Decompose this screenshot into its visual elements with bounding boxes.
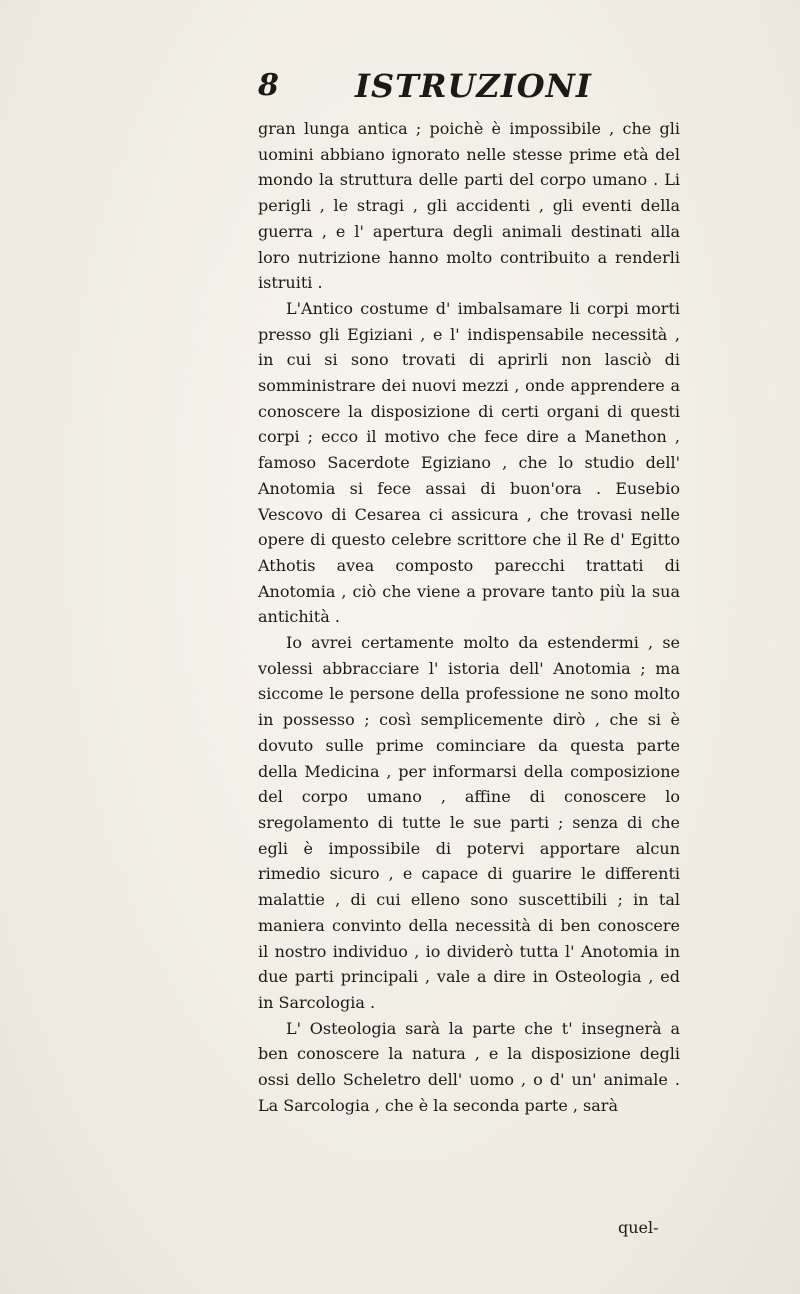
running-head — [0, 66, 800, 106]
paragraph-embalming: L'Antico costume d' imbalsamare li corpi morti presso gli Egiziani , e l' indispensabile necessità , in cui si sono trovati di aprirli non lasciò di somministrare dei nuovi mezzi , onde apprendere a conoscere la disposizione di certi organi di questi corpi ; ecco il motivo che fece dire a Manethon , famoso Sacerdote Egiziano , che lo studio dell' Anotomia si fece assai di buon'ora . Eusebio Vescovo di Cesarea ci assicura , che trovasi nelle opere di questo celebre scrittore che il Re d' Egitto Athotis avea composto parecchi trattati di Anotomia , ciò che viene a provare tanto più la sua antichità . — [258, 298, 680, 627]
running-title: ISTRUZIONI — [355, 67, 592, 105]
paragraph-history: Io avrei certamente molto da estendermi , se volessi abbracciare l' istoria dell' Anotomia ; ma siccome le persone della professione ne sono molto in possesso ; così semplicemente dirò , che si è dovuto sulle prime cominciare da questa parte della Medicina , per informarsi della composizione del corpo umano , affine di conoscere lo sregolamento di tutte le sue parti ; senza di che egli è impossibile di potervi apportare alcun rimedio sicuro , e capace di guarire le differenti malattie , di cui elleno sono suscettibili ; in tal maniera convinto della necessità di ben conoscere il nostro individuo , io dividerò tutta l' Anotomia in due parti principali , vale a dire in Osteologia , ed in Sarcologia . — [258, 633, 680, 1012]
body-text — [258, 116, 680, 1118]
page-number: 8 — [258, 68, 279, 103]
catchword: quel- — [618, 1218, 659, 1237]
paragraph-osteology: L' Osteologia sarà la parte che t' insegnerà a ben conoscere la natura , e la disposizione degli ossi dello Scheletro dell' uomo , o d' un' animale . La Sarcologia , che è la seconda parte , sarà — [258, 1018, 680, 1115]
paragraph-continuation: gran lunga antica ; poichè è impossibile , che gli uomini abbiano ignorato nelle stesse prime età del mondo la struttura delle parti del corpo umano . Li perigli , le stragi , gli accidenti , gli eventi della guerra , e l' apertura degli animali destinati alla loro nutrizione hanno molto contribuito a renderli istruiti . — [258, 119, 680, 293]
